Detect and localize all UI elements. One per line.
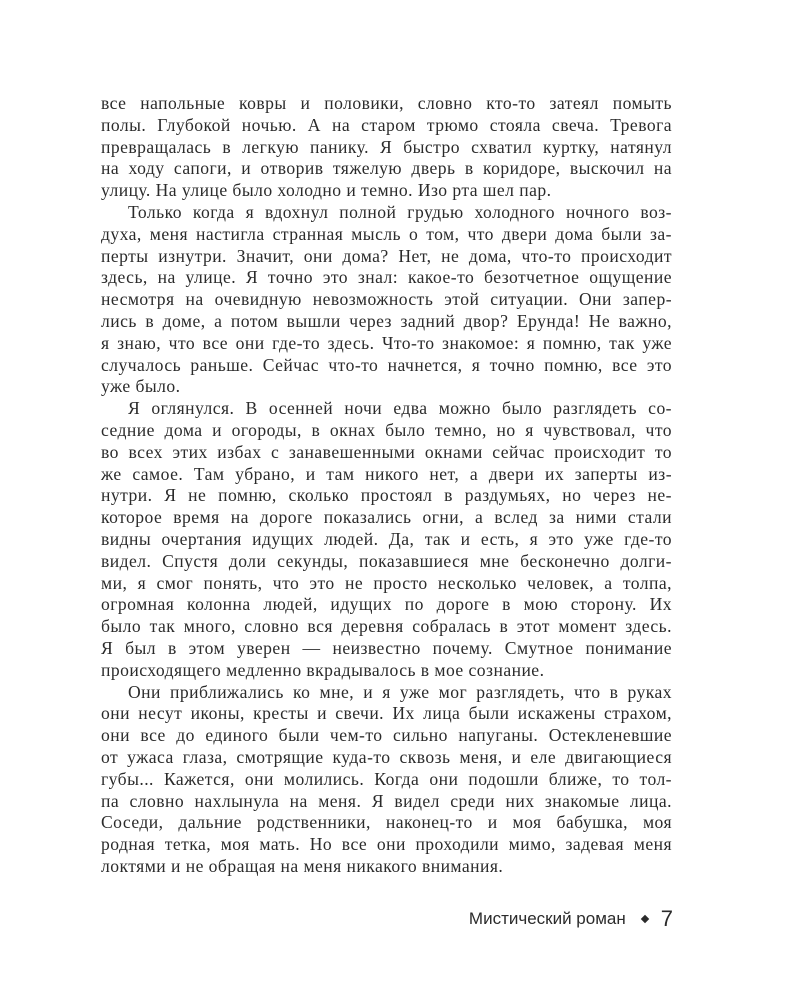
text-line: было так много, словно вся деревня собралась в этот момент здесь. bbox=[101, 616, 672, 637]
body-text bbox=[101, 93, 672, 878]
text-line: здесь, на улице. Я точно это знал: какое-то безотчетное ощущение bbox=[101, 267, 672, 288]
text-line: Соседи, дальние родственники, наконец-то и моя бабушка, моя bbox=[101, 812, 672, 833]
page-number: 7 bbox=[660, 906, 673, 931]
text-line: они все до единого были чем-то сильно напуганы. Остекленевшие bbox=[101, 725, 672, 746]
text-line: родная тетка, моя мать. Но все они проходили мимо, задевая меня bbox=[101, 834, 672, 855]
text-line: губы... Кажется, они молились. Когда они подошли ближе, то тол- bbox=[101, 768, 672, 789]
text-line: они несут иконы, кресты и свечи. Их лица были искажены страхом, bbox=[101, 703, 672, 724]
text-line: видны очертания идущих людей. Да, так и есть, я это уже где-то bbox=[101, 528, 672, 549]
text-line: же самое. Там убрано, и там никого нет, а двери их заперты из- bbox=[101, 463, 672, 484]
text-line: полы. Глубокой ночью. А на старом трюмо стояла свеча. Тревога bbox=[101, 114, 672, 135]
text-line: Они приближались ко мне, и я уже мог разглядеть, что в руках bbox=[128, 681, 672, 702]
diamond-icon bbox=[641, 915, 649, 923]
text-line: перты изнутри. Значит, они дома? Нет, не дома, что-то происходит bbox=[101, 245, 672, 266]
text-line: видел. Спустя доли секунды, показавшиеся мне бесконечно долги- bbox=[101, 550, 672, 571]
text-line: седние дома и огороды, в окнах было темно, но я чувствовал, что bbox=[101, 419, 672, 440]
text-line: Я был в этом уверен — неизвестно почему. Смутное понимание bbox=[101, 637, 672, 658]
text-line: нутри. Я не помню, сколько простоял в раздумьях, но через не- bbox=[101, 485, 672, 506]
text-line: случалось раньше. Сейчас что-то начнется, я точно помню, все это bbox=[101, 354, 672, 375]
text-line: от ужаса глаза, смотрящие куда-то сквозь меня, и еле двигающиеся bbox=[101, 746, 672, 767]
text-line: па словно нахлынула на меня. Я видел среди них знакомые лица. bbox=[101, 790, 672, 811]
text-line: Только когда я вдохнул полной грудью холодного ночного воз- bbox=[128, 201, 672, 222]
text-line: на ходу сапоги, и отворив тяжелую дверь в коридоре, выскочил на bbox=[101, 158, 672, 179]
text-line: я знаю, что все они где-то здесь. Что-то знакомое: я помню, так уже bbox=[101, 332, 672, 353]
text-line: лись в доме, а потом вышли через задний двор? Ерунда! Не важно, bbox=[101, 310, 672, 331]
text-line: все напольные ковры и половики, словно кто-то затеял помыть bbox=[101, 93, 672, 113]
text-line: Я оглянулся. В осенней ночи едва можно было разглядеть со- bbox=[128, 398, 672, 419]
text-line: духа, меня настигла странная мысль о том, что двери дома были за- bbox=[101, 223, 672, 244]
text-line: которое время на дороге показались огни, а вслед за ними стали bbox=[101, 507, 672, 528]
text-line: ми, я смог понять, что это не просто несколько человек, а толпа, bbox=[101, 572, 672, 593]
running-title: Мистический роман bbox=[468, 909, 626, 928]
text-line: превращалась в легкую панику. Я быстро схватил куртку, натянул bbox=[101, 136, 672, 157]
text-line: несмотря на очевидную невозможность этой ситуации. Они запер- bbox=[101, 289, 672, 310]
text-line: локтями и не обращая на меня никакого внимания. bbox=[101, 855, 504, 876]
text-line: уже было. bbox=[101, 376, 181, 397]
text-line: огромная колонна людей, идущих по дороге в мою сторону. Их bbox=[101, 594, 672, 615]
page-footer bbox=[469, 906, 673, 932]
text-line: улицу. На улице было холодно и темно. Изо рта шел пар. bbox=[101, 180, 552, 201]
text-line: во всех этих избах с занавешенными окнами сейчас происходит то bbox=[101, 441, 672, 462]
text-line: происходящего медленно вкрадывалось в мое сознание. bbox=[101, 659, 545, 680]
